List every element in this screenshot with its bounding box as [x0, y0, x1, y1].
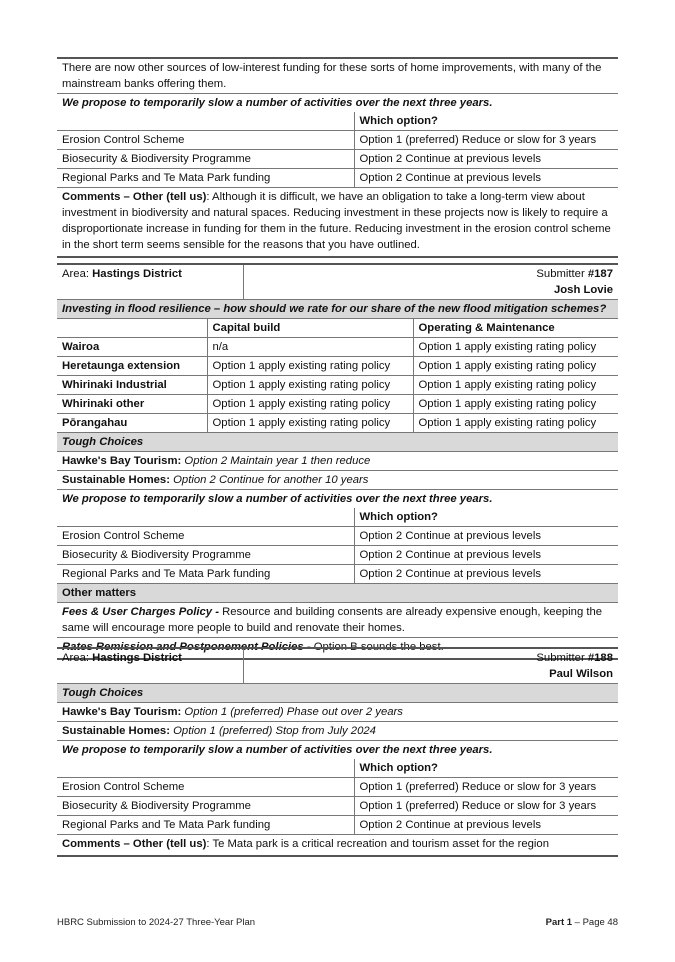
tourism-label: Hawke's Bay Tourism: — [62, 455, 182, 467]
slow-heading: We propose to temporarily slow a number of activities over the next three years. — [57, 741, 618, 760]
activity-cell: Biosecurity & Biodiversity Programme — [57, 546, 354, 565]
option-cell: Option 2 Continue at previous levels — [354, 546, 618, 565]
scheme-cell: Whirinaki other — [57, 395, 207, 414]
activity-cell: Biosecurity & Biodiversity Programme — [57, 797, 354, 816]
scheme-cell: Heretaunga extension — [57, 357, 207, 376]
scheme-cell: Whirinaki Industrial — [57, 376, 207, 395]
tough-choices-heading: Tough Choices — [57, 433, 618, 452]
slow-heading: We propose to temporarily slow a number of activities over the next three years. — [57, 490, 618, 509]
homes-row — [57, 471, 618, 490]
comments-label: Comments – Other (tell us) — [62, 191, 207, 203]
footer-part: Part 1 — [545, 917, 573, 928]
option-cell: Option 1 (preferred) Reduce or slow for 3 years — [354, 778, 618, 797]
area-cell — [57, 648, 243, 683]
homes-label: Sustainable Homes: — [62, 474, 170, 486]
activity-cell: Regional Parks and Te Mata Park funding — [57, 565, 354, 584]
capital-cell: Option 1 apply existing rating policy — [207, 395, 413, 414]
fees-row — [57, 603, 618, 638]
option-cell: Option 2 Continue at previous levels — [354, 169, 618, 188]
top-table — [57, 57, 618, 258]
tourism-row — [57, 703, 618, 722]
rates-text: Option B sounds the best. — [310, 641, 444, 653]
scheme-cell: Pōrangahau — [57, 414, 207, 433]
submitter-number: #187 — [587, 268, 613, 280]
submitter-cell — [243, 264, 618, 299]
sub188-body-table — [57, 683, 618, 857]
tourism-row — [57, 452, 618, 471]
option-cell: Option 2 Continue at previous levels — [354, 816, 618, 835]
scheme-cell: Wairoa — [57, 338, 207, 357]
footer-page — [546, 917, 618, 928]
tourism-label: Hawke's Bay Tourism: — [62, 706, 182, 718]
option-cell: Option 1 (preferred) Reduce or slow for 3 years — [354, 131, 618, 150]
comments-text: : Although it is difficult, we have an obligation to take a long-term view about investment in biodiversity and natural spaces. Reducing investment in these projects now is likely to require a disproportionate increase in funding for them in the future. Reducing investment in the erosion control scheme in the short term seems sensible for the reasons that you have outlined. — [62, 191, 611, 251]
activity-cell: Erosion Control Scheme — [57, 527, 354, 546]
comments-cell — [57, 835, 618, 857]
fees-text: Resource and building consents are already expensive enough, keeping the same will encourage more people to build and renovate their homes. — [62, 606, 603, 634]
option-cell: Option 2 Continue at previous levels — [354, 150, 618, 169]
homes-label: Sustainable Homes: — [62, 725, 170, 737]
sub188-header-table — [57, 647, 618, 683]
top-block — [57, 57, 618, 258]
area-cell — [57, 264, 243, 299]
intro-text: There are now other sources of low-interest funding for these sorts of home improvements, with many of the mainstream banks offering them. — [62, 62, 602, 90]
submitter-label: Submitter — [536, 652, 588, 664]
submission-188 — [57, 647, 618, 857]
homes-value: Option 1 (preferred) Stop from July 2024 — [169, 725, 376, 737]
activity-cell: Biosecurity & Biodiversity Programme — [57, 150, 354, 169]
option-cell: Option 2 Continue at previous levels — [354, 565, 618, 584]
which-option-header: Which option? — [354, 112, 618, 131]
capital-cell: n/a — [207, 338, 413, 357]
submitter-number: #188 — [587, 652, 613, 664]
submitter-cell — [243, 648, 618, 683]
capital-cell: Option 1 apply existing rating policy — [207, 376, 413, 395]
activity-cell: Erosion Control Scheme — [57, 778, 354, 797]
homes-value: Option 2 Continue for another 10 years — [169, 474, 369, 486]
which-option-header: Which option? — [354, 759, 618, 778]
area-value: Hastings District — [92, 268, 182, 280]
comments-cell — [57, 188, 618, 258]
opex-cell: Option 1 apply existing rating policy — [413, 338, 618, 357]
area-label: Area: — [62, 652, 93, 664]
option-cell: Option 1 (preferred) Reduce or slow for 3 years — [354, 797, 618, 816]
flood-table — [57, 299, 618, 432]
activity-cell: Erosion Control Scheme — [57, 131, 354, 150]
option-cell: Option 2 Continue at previous levels — [354, 527, 618, 546]
opex-header: Operating & Maintenance — [413, 319, 618, 338]
tourism-value: Option 1 (preferred) Phase out over 2 years — [181, 706, 403, 718]
which-option-header: Which option? — [354, 508, 618, 527]
capital-build-header: Capital build — [207, 319, 413, 338]
opex-cell: Option 1 apply existing rating policy — [413, 357, 618, 376]
footer-left: HBRC Submission to 2024-27 Three-Year Plan — [57, 917, 256, 928]
fees-label: Fees & User Charges Policy - — [62, 606, 219, 618]
opex-cell: Option 1 apply existing rating policy — [413, 376, 618, 395]
comments-text: : Te Mata park is a critical recreation and tourism asset for the region — [206, 838, 549, 850]
other-matters-heading: Other matters — [57, 584, 618, 603]
area-value: Hastings District — [92, 652, 182, 664]
activity-cell: Regional Parks and Te Mata Park funding — [57, 169, 354, 188]
slow-heading: We propose to temporarily slow a number of activities over the next three years. — [57, 94, 618, 113]
flood-heading: Investing in flood resilience – how should we rate for our share of the new flood mitigation schemes? — [57, 300, 618, 319]
capital-cell: Option 1 apply existing rating policy — [207, 414, 413, 433]
submitter-label: Submitter — [536, 268, 588, 280]
rates-label: Rates Remission and Postponement Policies - — [62, 641, 311, 653]
sub187-body-table — [57, 432, 618, 660]
comments-label: Comments – Other (tell us) — [62, 838, 207, 850]
submitter-name: Paul Wilson — [549, 668, 613, 680]
submission-187 — [57, 263, 618, 660]
sub187-header-table — [57, 263, 618, 299]
opex-cell: Option 1 apply existing rating policy — [413, 414, 618, 433]
area-label: Area: — [62, 268, 93, 280]
tough-choices-heading: Tough Choices — [57, 684, 618, 703]
submitter-name: Josh Lovie — [553, 284, 613, 296]
opex-cell: Option 1 apply existing rating policy — [413, 395, 618, 414]
footer-page-number: – Page 48 — [572, 917, 618, 928]
capital-cell: Option 1 apply existing rating policy — [207, 357, 413, 376]
homes-row — [57, 722, 618, 741]
tourism-value: Option 2 Maintain year 1 then reduce — [181, 455, 371, 467]
activity-cell: Regional Parks and Te Mata Park funding — [57, 816, 354, 835]
